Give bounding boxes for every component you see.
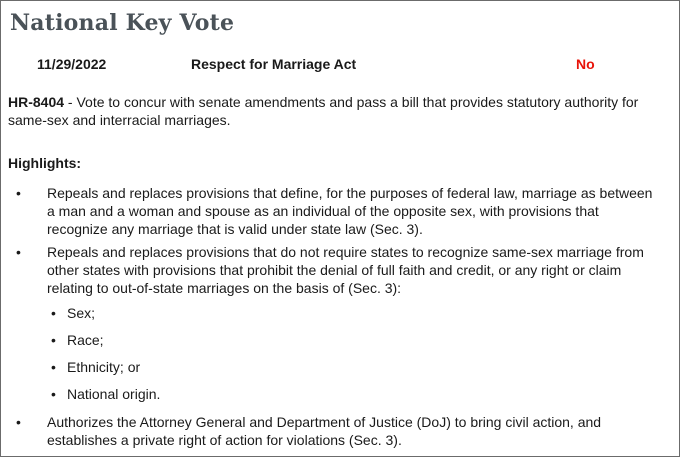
sub-item-text: National origin.: [67, 386, 161, 402]
sub-item-text: Sex;: [67, 305, 96, 321]
page-title: National Key Vote: [10, 10, 235, 36]
highlights-heading: Highlights:: [8, 155, 82, 171]
vote-summary: [8, 93, 673, 129]
bill-id: HR-8404: [8, 94, 65, 110]
bullet-icon: •: [16, 414, 21, 430]
summary-text: - Vote to concur with senate amendments and pass a bill that provides statutory authority for same-sex and interracial marriages.: [8, 94, 639, 128]
bullet-icon: •: [16, 244, 21, 260]
bullet-icon: •: [16, 185, 21, 201]
vote-date: 11/29/2022: [37, 56, 107, 72]
bullet-icon: •: [51, 305, 56, 321]
bullet-icon: •: [51, 386, 56, 402]
highlight-text: Repeals and replaces provisions that define, for the purposes of federal law, marriage as between a man and a woman and spouse as an individual of the opposite sex, with provisions that recognize any marriage that is valid under state law (Sec. 3).: [47, 185, 653, 237]
vote-row: [1, 56, 679, 74]
highlight-text: Authorizes the Attorney General and Department of Justice (DoJ) to bring civil action, and establishes a private right of action for violations (Sec. 3).: [47, 414, 602, 448]
highlight-text: Repeals and replaces provisions that do not require states to recognize same-sex marriage from other states with provisions that prohibit the denial of full faith and credit, or any right or claim relating to out-of-state marriages on the basis of (Sec. 3):: [47, 244, 644, 296]
sub-item-text: Race;: [67, 332, 104, 348]
bullet-icon: •: [51, 359, 56, 375]
vote-name: Respect for Marriage Act: [191, 56, 357, 72]
bullet-icon: •: [51, 332, 56, 348]
vote-result: No: [576, 56, 595, 72]
sub-item-text: Ethnicity; or: [67, 359, 141, 375]
